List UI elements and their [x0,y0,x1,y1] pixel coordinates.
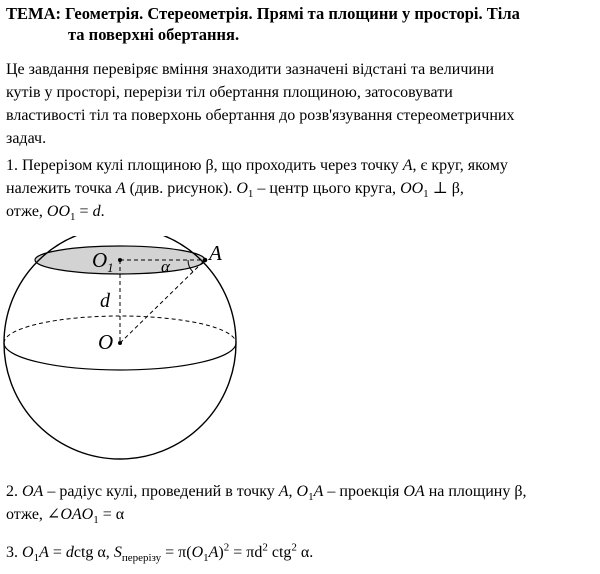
superscript: 2 [291,541,297,554]
item-2 [6,480,592,526]
point-a-label: A [278,483,289,500]
item-2-text: – проекція [323,483,404,500]
distance-label: d [92,203,101,220]
item-1 [6,154,592,223]
item-2-text: 2. [6,483,22,500]
area-label: S [113,544,122,561]
point-o-label: O [191,544,204,561]
item-2-text: = α [98,506,125,523]
subscript: 1 [33,552,40,565]
item-2-text: отже, ∠ [6,506,61,523]
item-2-text: , [288,483,297,500]
point-o-label: O [296,483,309,500]
subscript: 1 [423,188,429,201]
segment-label: OO [46,203,71,220]
item-1-text: , є круг, якому [412,157,508,174]
item-1-text: = [75,203,93,220]
item-1-text: (див. рисунок). [125,180,237,197]
item-2-text: на площину β, [424,483,527,500]
equator-front [4,343,236,370]
item-3-text: 3. [6,544,22,561]
item-1-line-1 [6,154,592,177]
label-alpha: α [161,257,170,276]
label-a: A [209,241,222,265]
item-3-text: = πd [229,544,263,561]
point-a-label: A [39,544,49,561]
point-o [118,341,122,345]
item-1-text: належить точка [6,180,116,197]
item-2-line-2 [6,503,592,526]
sphere-diagram [0,236,240,476]
point-a-label: A [208,544,219,561]
heading-line-1 [6,4,520,23]
item-3-line-1 [6,541,592,564]
heading-line-2: та поверхні обертання. [68,25,240,44]
item-3-text: = [48,544,66,561]
intro-line-3: властивості тіл та поверхонь обертання до розв'язування стереометричних [6,107,515,124]
subscript: 1 [93,514,99,527]
item-1-line-2 [6,177,592,200]
item-1-text: 1. Перерізом кулі площиною β, що проходить через точку [6,157,403,174]
subscript: перерізу [121,552,162,565]
item-1-text: ⊥ β, [428,180,464,197]
point-o1 [118,258,122,262]
point-a-label: A [313,483,324,500]
item-2-text: – радіус кулі, проведений в точку [43,483,279,500]
intro-line-2: кутів у просторі, перерізи тіл обертання площиною, затосовувати [6,84,453,101]
segment-label: OA [403,483,425,500]
item-1-text: отже, [6,203,47,220]
item-3-text: = π( [161,544,192,561]
point-o-label: O [236,180,248,197]
label-o: O [98,330,114,354]
label-d: d [100,290,110,312]
item-1-line-3 [6,200,592,223]
subscript: 1 [247,188,254,201]
superscript: 2 [262,541,268,554]
subscript: 1 [70,211,76,224]
topic-heading [6,3,596,45]
heading-text-1: Геометрія. Стереометрія. Прямі та площини у просторі. Тіла [65,4,520,23]
subscript: 1 [308,491,314,504]
point-o-label: O [22,544,34,561]
item-3-text: ctg [267,544,292,561]
angle-label: OAO [60,506,94,523]
item-1-text: . [100,203,105,220]
heading-label: ТЕМА: [6,4,61,23]
point-a-label: A [115,180,126,197]
item-3-text: α. [296,544,314,561]
intro-line-4: задач. [6,130,47,147]
distance-label: d [65,544,74,561]
point-a [203,258,208,263]
segment-label: OO [400,180,424,197]
label-o1: $O_1$ [92,248,114,275]
item-1-text: – центр цього круга, [253,180,401,197]
sphere-figure [0,236,240,476]
item-2-line-1 [6,480,592,503]
superscript: 2 [223,541,230,554]
intro-paragraph [6,58,592,150]
intro-line-1: Це завдання перевіряє вміння знаходити зазначені відстані та величини [6,61,495,78]
item-3-text: ) [218,544,224,561]
segment-label: OA [22,483,44,500]
subscript: 1 [203,552,209,565]
point-a-label: A [402,157,413,174]
item-3 [6,541,592,564]
item-3-text: ctg α, [73,544,114,561]
